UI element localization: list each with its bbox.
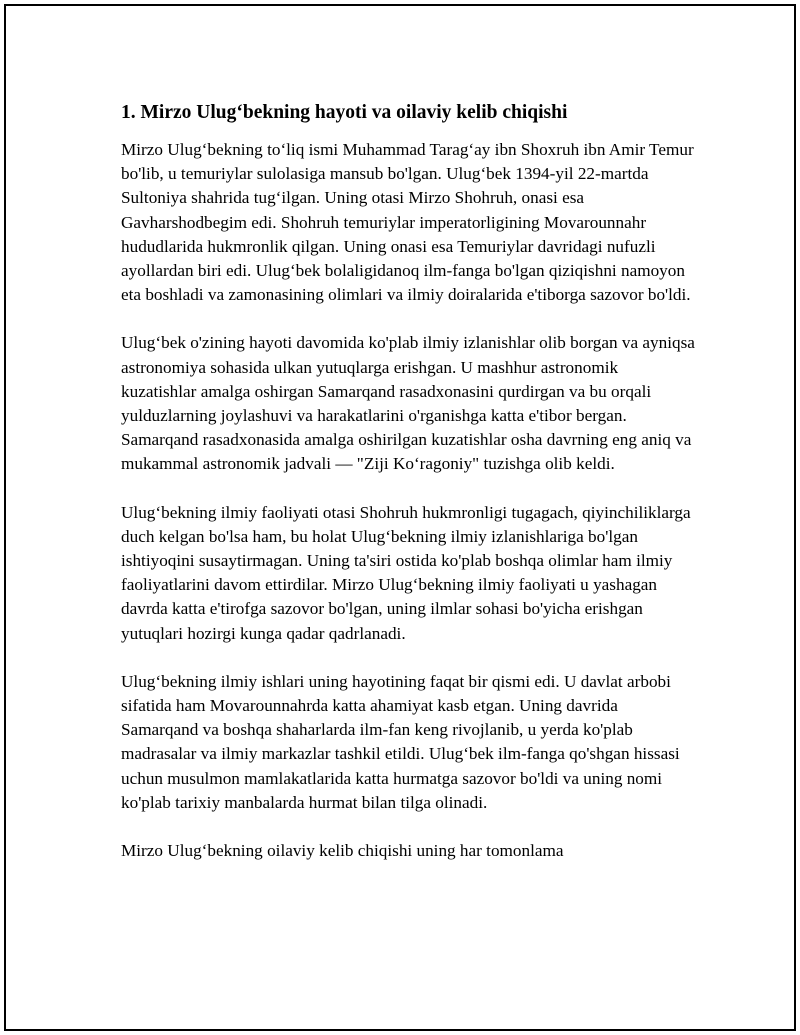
page-frame bbox=[4, 4, 796, 1031]
paragraph-5: Mirzo Ulug‘bekning oilaviy kelib chiqishi uning har tomonlama bbox=[121, 841, 564, 861]
paragraph-4: Ulug‘bekning ilmiy ishlari uning hayotining faqat bir qismi edi. U davlat arbobi sifatida ham Movarounnahrda katta ahamiyat kasb etgan. Uning davrida Samarqand va boshqa shaharlarda ilm-fan keng rivojlanib, u yerda ko'plab madrasalar va ilmiy markazlar tashkil etildi. Ulug‘bek ilm-fanga qo'shgan hissasi uchun musulmon mamlakatlarida katta hurmatga sazovor bo'ldi va uning nomi ko'plab tarixiy manbalarda hurmat bilan tilga olinadi. bbox=[121, 671, 680, 812]
section-heading: 1. Mirzo Ulug‘bekning hayoti va oilaviy kelib chiqishi bbox=[121, 102, 568, 123]
paragraph-1: Mirzo Ulug‘bekning to‘liq ismi Muhammad Tarag‘ay ibn Shoxruh ibn Amir Temur bo'lib, u temuriylar sulolasiga mansub bo'lgan. Ulug‘bek 1394-yil 22-martda Sultoniya shahrida tug‘ilgan. Uning otasi Mirzo Shohruh, onasi esa Gavharshodbegim edi. Shohruh temuriylar imperatorligining Movarounnahr hududlarida hukmronlik qilgan. Uning onasi esa Temuriylar davridagi nufuzli ayollardan biri edi. Ulug‘bek bolaligidanoq ilm-fanga bo'lgan qiziqishni namoyon eta boshladi va zamonasining olimlari va ilmiy doiralarida e'tiborga sazovor bo'ldi. bbox=[121, 140, 694, 305]
paragraph-3: Ulug‘bekning ilmiy faoliyati otasi Shohruh hukmronligi tugagach, qiyinchiliklarga duch kelgan bo'lsa ham, bu holat Ulug‘bekning ilmiy izlanishlariga bo'lgan ishtiyoqini susaytirmagan. Uning ta'siri ostida ko'plab boshqa olimlar ham ilmiy faoliyatlarini davom ettirdilar. Mirzo Ulug‘bekning ilmiy faoliyati u yashagan davrda katta e'tirofga sazovor bo'lgan, uning ilmlar sohasi bo'yicha erishgan yutuqlari hozirgi kunga qadar qadrlanadi. bbox=[121, 502, 691, 643]
document-body bbox=[121, 98, 696, 887]
paragraph-2: Ulug‘bek o'zining hayoti davomida ko'plab ilmiy izlanishlar olib borgan va ayniqsa astronomiya sohasida ulkan yutuqlarga erishgan. U mashhur astronomik kuzatishlar amalga oshirgan Samarqand rasadxonasini qurdirgan va bu orqali yulduzlarning joylashuvi va harakatlarini o'rganishga katta e'tibor bergan. Samarqand rasadxonasida amalga oshirilgan kuzatishlar osha davrning eng aniq va mukammal astronomik jadvali — "Ziji Ko‘ragoniy" tuzishga olib keldi. bbox=[121, 333, 695, 474]
